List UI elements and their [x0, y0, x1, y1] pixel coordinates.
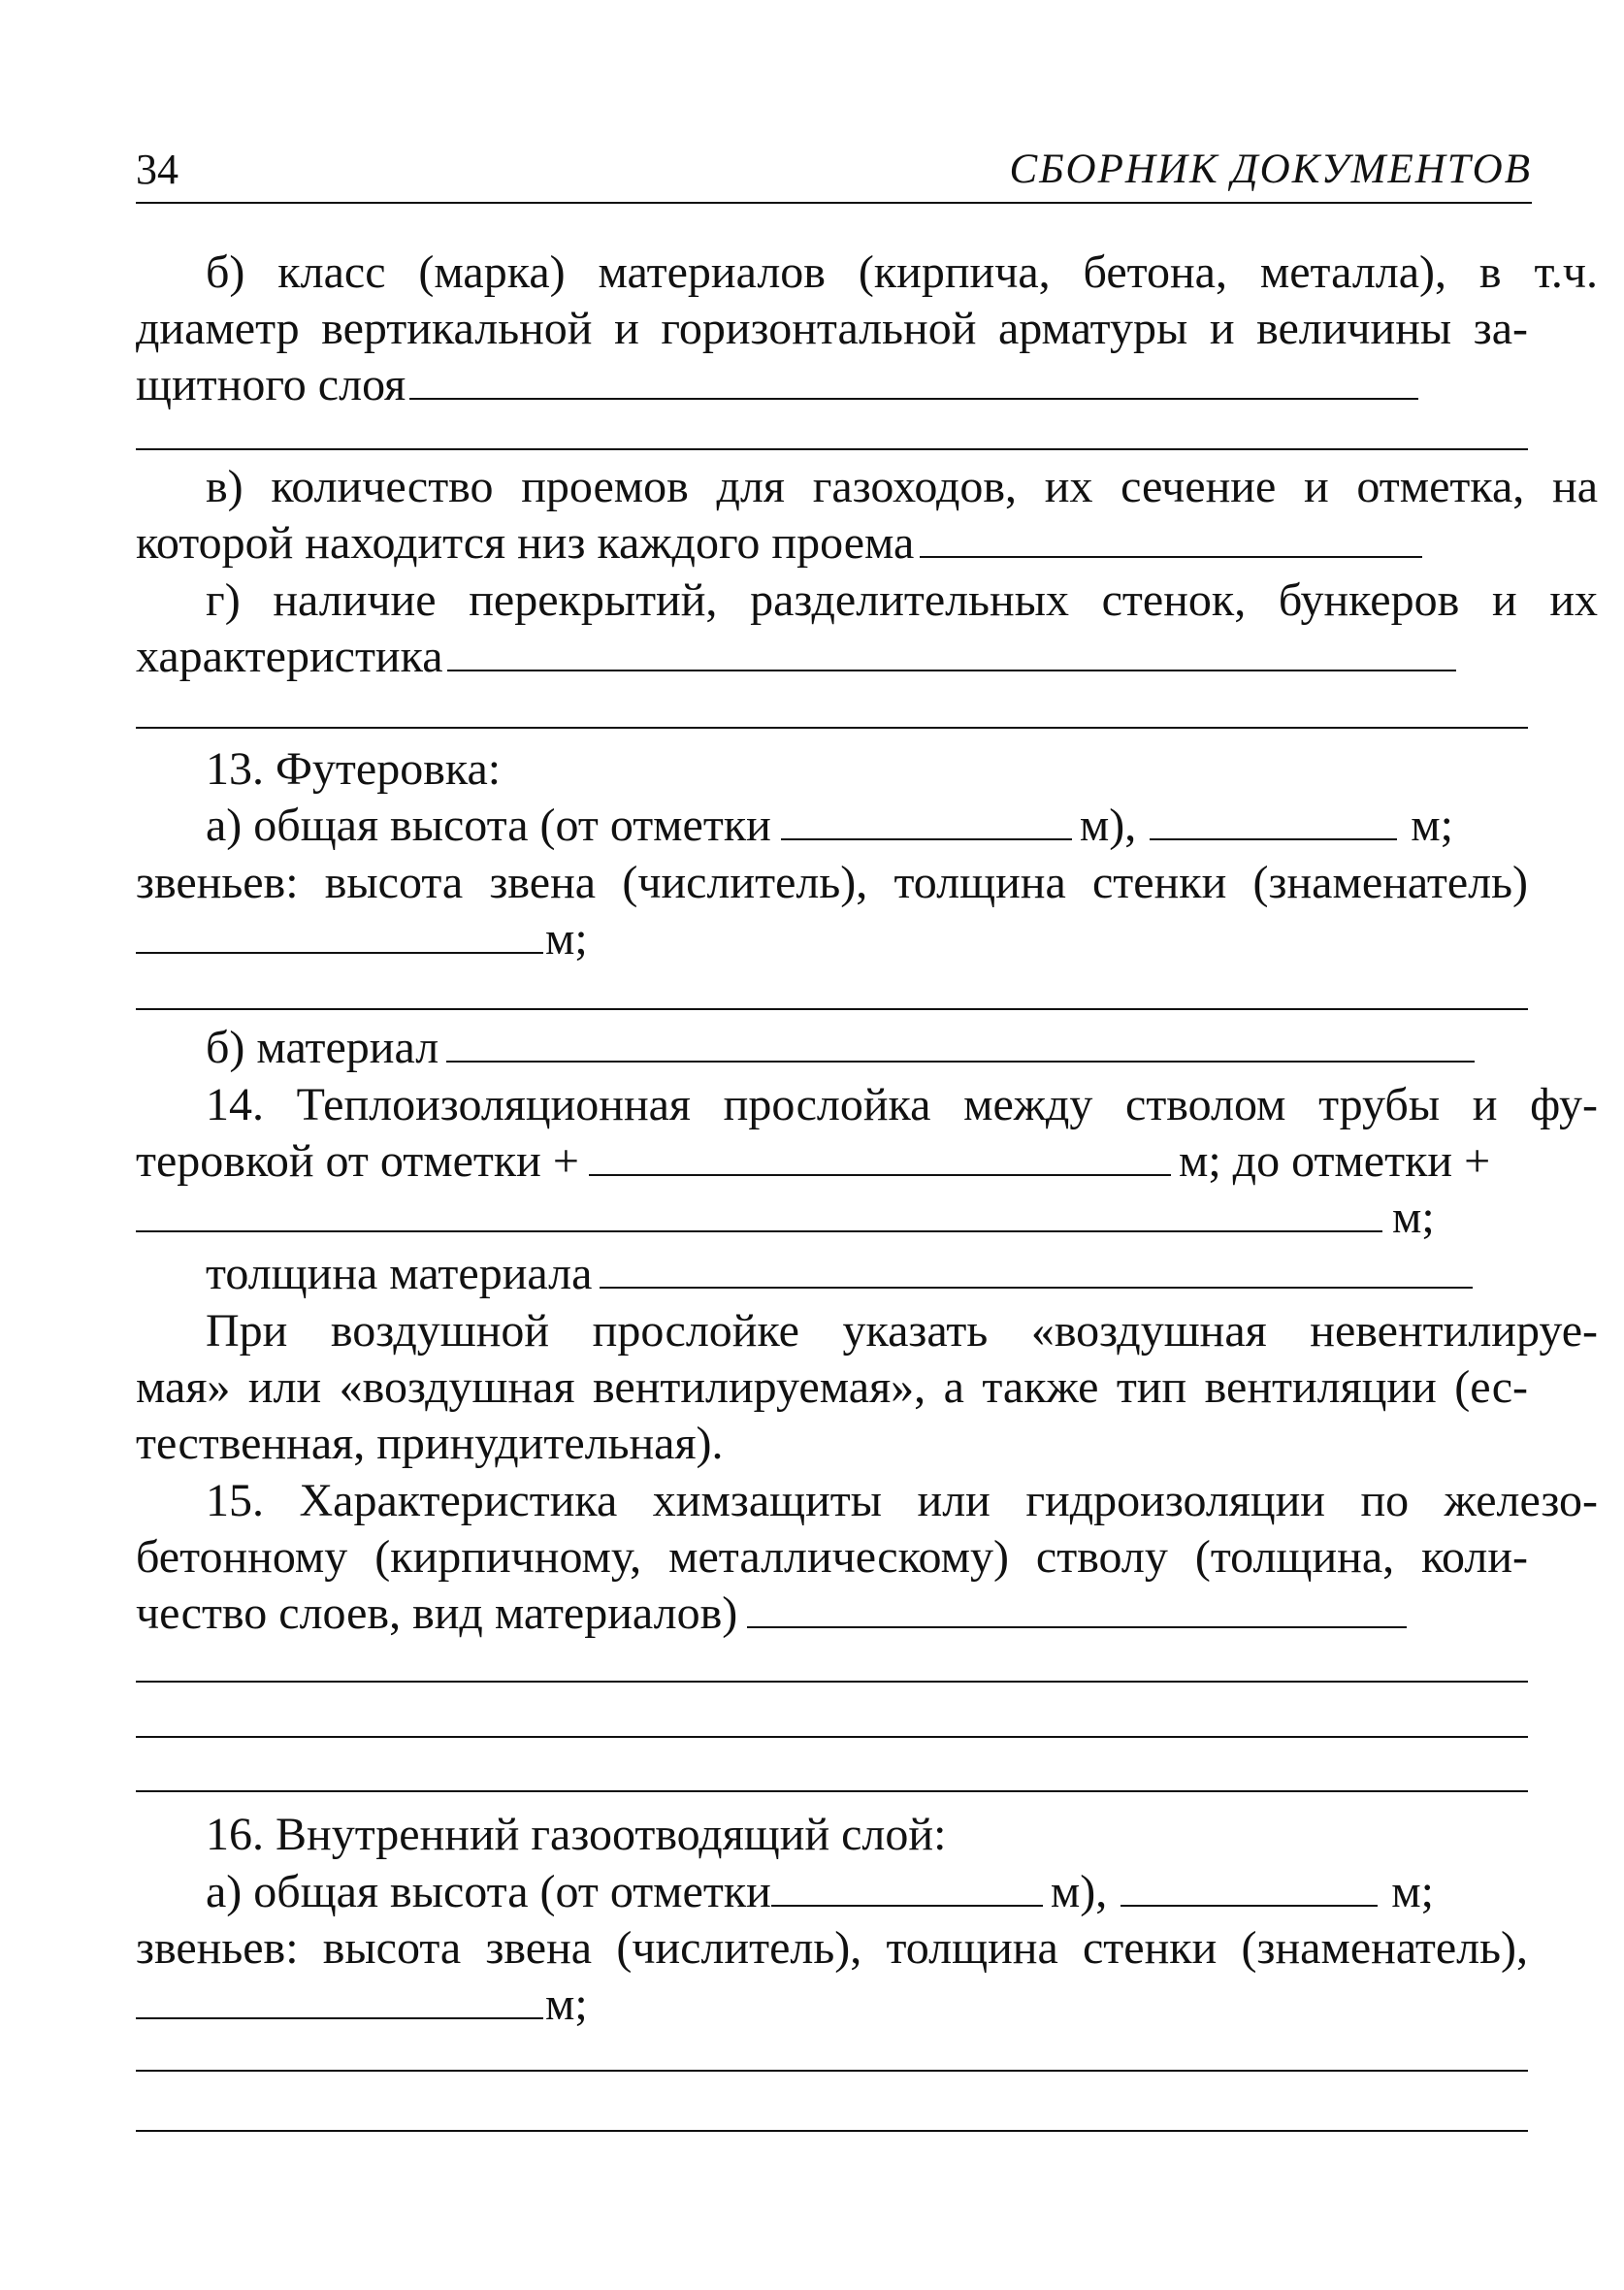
text-line: бетонному (кирпичному, металлическому) стволу (толщина, коли-	[136, 1531, 1528, 1583]
fill-line[interactable]	[136, 1736, 1528, 1738]
fill-line[interactable]	[136, 727, 1528, 729]
fill-blank[interactable]	[136, 1977, 543, 2019]
text-line: г) наличие перекрытий, разделительных стенок, бункеров и их	[206, 574, 1598, 626]
text-line: чество слоев, вид материалов)	[136, 1586, 1528, 1642]
fill-line[interactable]	[136, 448, 1528, 450]
fill-line[interactable]	[136, 1790, 1528, 1792]
text-line: м;	[136, 1190, 1528, 1246]
text-line: б) класс (марка) материалов (кирпича, бетона, металла), в т.ч.	[206, 246, 1598, 298]
running-header-title: СБОРНИК ДОКУМЕНТОВ	[1009, 147, 1532, 192]
fill-blank[interactable]	[747, 1586, 1407, 1628]
text-line: диаметр вертикальной и горизонтальной арматуры и величины за-	[136, 303, 1528, 354]
text-line: а) общая высота (от отметки м), м;	[206, 1866, 1434, 1917]
fill-line[interactable]	[136, 1008, 1528, 1010]
text-line: которой находится низ каждого проема	[136, 515, 1528, 572]
text-line: звеньев: высота звена (числитель), толщина стенки (знаменатель)	[136, 857, 1528, 908]
text-line: м;	[136, 911, 1528, 967]
fill-line[interactable]	[136, 2130, 1528, 2132]
text-line: толщина материала	[136, 1246, 1598, 1302]
fill-blank[interactable]	[447, 629, 1456, 671]
text-line: щитного слоя	[136, 357, 1528, 413]
text-line: 15. Характеристика химзащиты или гидроизоляции по железо-	[206, 1475, 1598, 1526]
text-line: 14. Теплоизоляционная прослойка между стволом трубы и фу-	[206, 1079, 1598, 1130]
text-line: б) материал	[136, 1020, 1598, 1076]
fill-blank[interactable]	[136, 911, 543, 954]
text-line: в) количество проемов для газоходов, их сечение и отметка, на	[206, 461, 1598, 512]
text-line: звеньев: высота звена (числитель), толщина стенки (знаменатель),	[136, 1922, 1528, 1974]
text-line: тественная, принудительная).	[136, 1418, 724, 1469]
header-rule	[136, 202, 1532, 204]
fill-blank[interactable]	[446, 1020, 1475, 1063]
fill-blank[interactable]	[1150, 798, 1397, 840]
page-number: 34	[136, 146, 179, 193]
text-line: характеристика	[136, 629, 1528, 685]
fill-blank[interactable]	[920, 515, 1422, 558]
fill-blank[interactable]	[781, 798, 1072, 840]
text-line: теровкой от отметки + м; до отметки +	[136, 1135, 1491, 1187]
fill-blank[interactable]	[136, 1190, 1382, 1232]
fill-line[interactable]	[136, 1681, 1528, 1683]
text-line: а) общая высота (от отметки м), м;	[206, 800, 1453, 851]
text-line: При воздушной прослойке указать «воздушная невентилируе-	[206, 1305, 1598, 1357]
fill-blank[interactable]	[409, 357, 1418, 400]
text-line: мая» или «воздушная вентилируемая», а также тип вентиляции (ес-	[136, 1361, 1528, 1413]
section-heading: 13. Футеровка:	[206, 743, 502, 795]
section-heading: 16. Внутренний газоотводящий слой:	[206, 1809, 947, 1860]
fill-blank[interactable]	[771, 1864, 1043, 1907]
fill-blank[interactable]	[589, 1133, 1171, 1176]
fill-blank[interactable]	[1121, 1864, 1378, 1907]
text-line: м;	[136, 1977, 1528, 2033]
fill-blank[interactable]	[600, 1246, 1473, 1289]
fill-line[interactable]	[136, 2070, 1528, 2072]
